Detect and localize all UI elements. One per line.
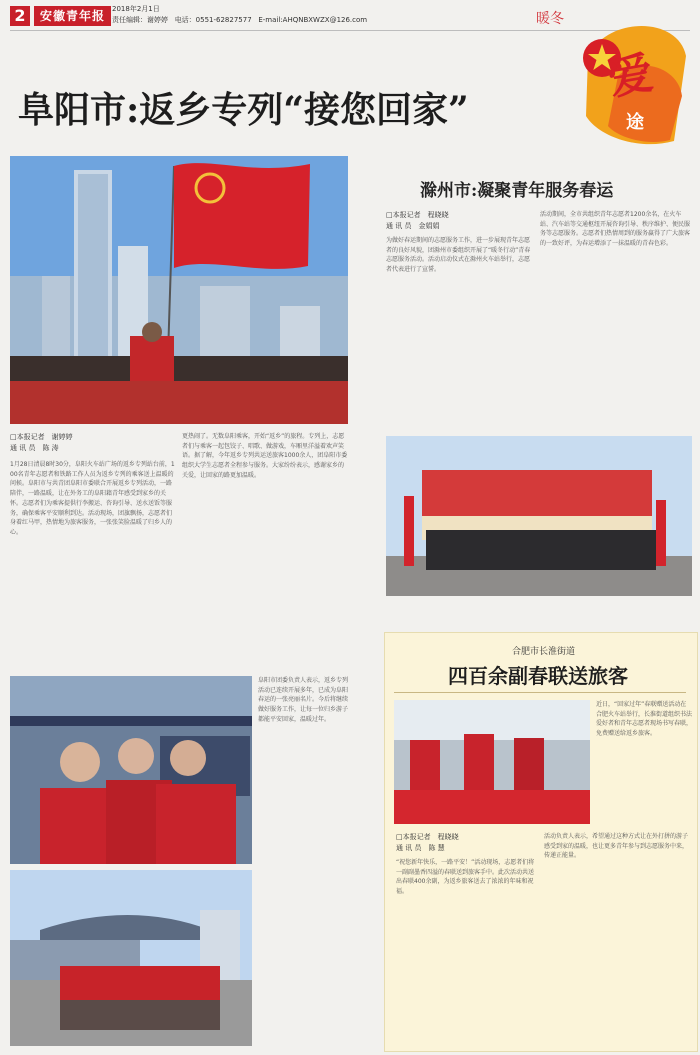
logo-character-2: 途 [626,112,644,133]
hefei-reporter: □本报记者 程晓晓 [396,833,459,841]
main-article-column-3: 阜阳市团委负责人表示，返乡专列活动已连续开展多年，已成为阜阳春运的一张亮丽名片。今后将继续做好服务工作，让每一位归乡游子都能平安回家，温暖过年。 [258,677,348,723]
main-headline: 阜阳市:返乡专列“接您回家” [18,89,469,131]
main-byline [10,432,73,454]
hefei-headline: 四百余副春联送旅客 [448,664,628,688]
hefei-article-right-column-2: 活动负责人表示，希望通过这种方式让在外打拼的游子感受到家的温暖，也让更多青年参与到志愿服务中来，传递正能量。 [544,833,689,860]
correspondent: 通 讯 员 陈 涛 [10,444,59,452]
hefei-kicker: 合肥市长淮街道 [512,647,576,657]
main-photo-crowd-with-flag [10,156,348,424]
section-label: 暖冬 [536,11,564,27]
chuzhou-byline [386,210,449,232]
train-volunteers-photo [10,676,252,864]
masthead-info-line [112,4,160,14]
logo-character: 爱 [604,47,657,106]
main-article-column-1: 1月28日清晨8时30分，阜阳火车站广场的返乡专列站台前，100名青年志愿者和铁路工作人员为返乡专列的乘客送上温暖的问候。阜阳市与共青团阜阳市委联合开展返乡专列活动，一路陪伴，一路温暖，让在外务工的阜阳籍青年感受到家乡的关怀。志愿者们为乘客提供行李搬运、咨询引导、送水送饭等服务，确保乘客平安顺利到达。活动现场，团旗飘扬，志愿者们身着红马甲，热情地为旅客服务，一张张笑脸温暖了归乡人的心。 [10,461,175,536]
chuzhou-ceremony-photo [386,436,692,596]
hefei-byline [396,832,459,854]
station-volunteers-photo [10,870,252,1046]
page-number: 2 [10,6,30,26]
chuzhou-correspondent: 通 讯 员 金娟娟 [386,222,440,230]
chuzhou-article-column-2: 活动期间，全市共组织青年志愿者1200余名，在火车站、汽车站等交通枢纽开展咨询引导、秩序维护、便民服务等志愿服务。志愿者们热情周到的服务赢得了广大旅客的一致好评，为春运增添了一抹温暖的青春色彩。 [540,211,691,248]
hefei-couplets-photo [394,700,590,824]
hefei-title-rule [394,692,686,693]
editor: 责任编辑：谢婷婷 [112,16,168,24]
chuzhou-headline: 滁州市:凝聚青年服务春运 [420,181,614,201]
hefei-correspondent: 通 讯 员 陈 慧 [396,844,445,852]
phone: 电话：0551-62827577 [174,16,252,24]
chuzhou-reporter: □本报记者 程晓晓 [386,211,449,219]
reporter: □本报记者 谢婷婷 [10,433,73,441]
chuzhou-article-column-1: 为做好春运期间的志愿服务工作，进一步展现青年志愿者的良好风貌，团滁州市委组织开展了“暖冬行动”青春志愿服务活动。活动启动仪式在滁州火车站举行，志愿者代表进行了宣誓。 [386,237,531,274]
hefei-article-left-column: “祝您新年快乐，一路平安！”活动现场，志愿者们将一副副墨香四溢的春联送到旅客手中。此次活动共送出春联400余副，为返乡旅客送去了浓浓的年味和祝福。 [396,859,535,896]
masthead-contact-line [112,15,367,25]
email: E-mail:AHQNBXWZX@126.com [258,16,368,24]
main-article-column-2: 更热闹了。无数阜阳乘客，开始“返乡”的旅程。专列上，志愿者们与乘客一起包饺子、唱歌、做游戏，车厢里洋溢着欢声笑语。据了解，今年返乡专列共运送旅客1000余人，团阜阳市委组织大学生志愿者全程参与服务。大家纷纷表示，感谢家乡的关爱，让回家的路更加温暖。 [182,433,348,479]
hefei-article-right-column: 近日，“回家过年”春联赠送活动在合肥火车站举行，长淮街道组织书法爱好者和青年志愿者现场书写春联，免费赠送给返乡旅客。 [596,701,692,738]
issue-date: 2018年2月1日 [112,5,160,13]
newspaper-name: 安徽青年报 [34,6,111,26]
